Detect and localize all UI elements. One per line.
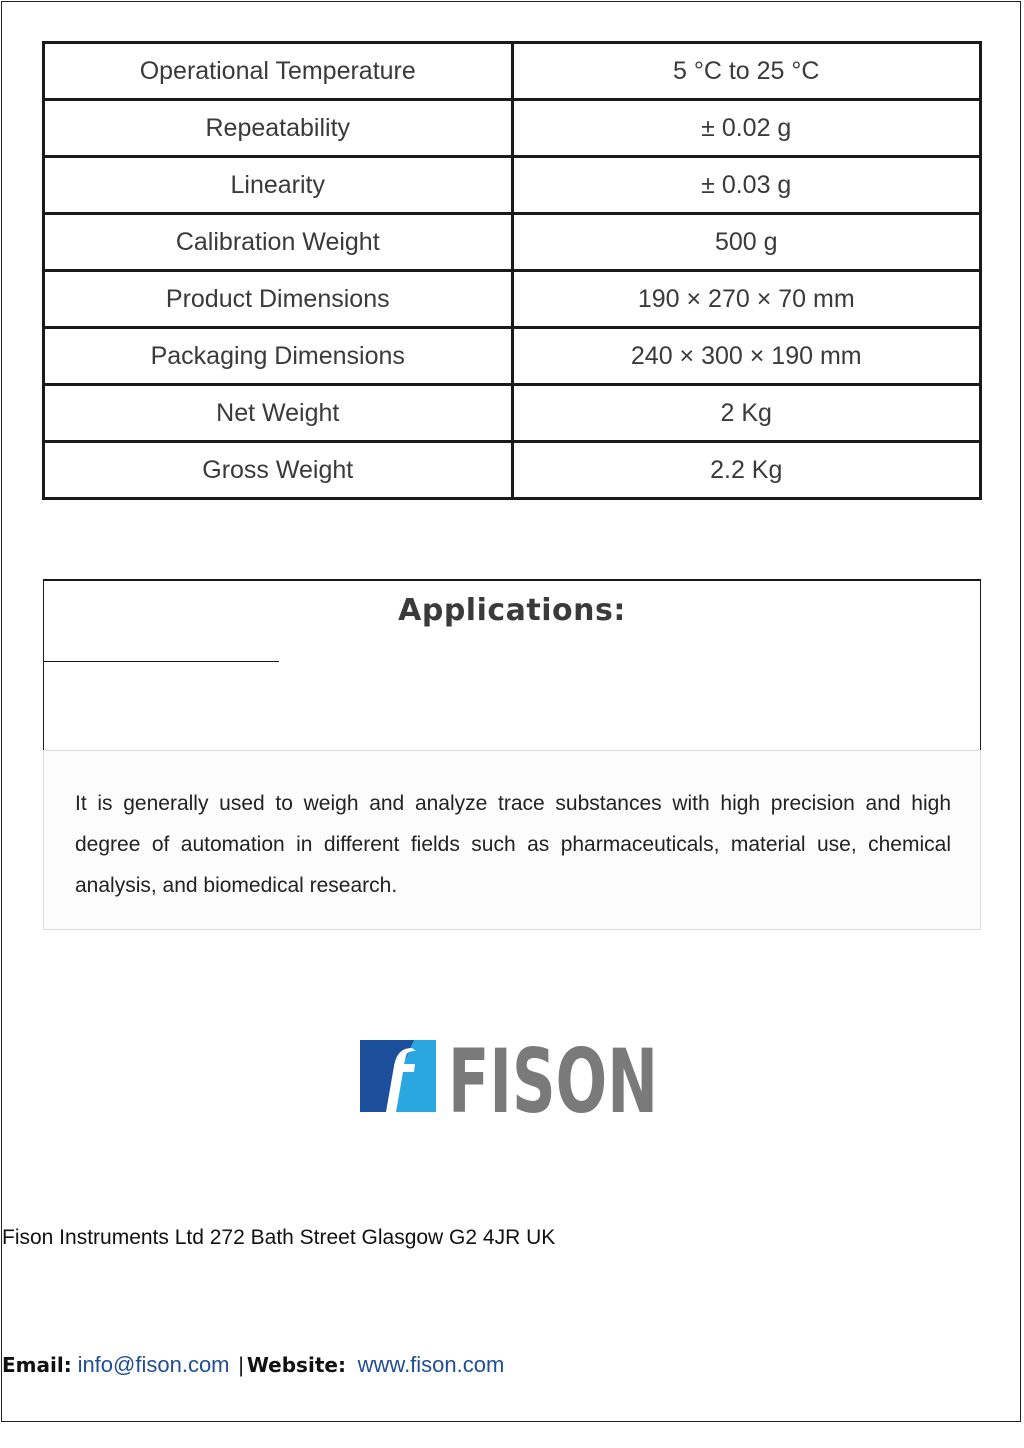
- table-row: [44, 385, 981, 442]
- table-row: [44, 442, 981, 499]
- spec-label: Net Weight: [44, 385, 513, 442]
- spec-value: 240 × 300 × 190 mm: [512, 328, 981, 385]
- spec-label: Linearity: [44, 157, 513, 214]
- fison-logo: [360, 1030, 660, 1133]
- spec-label: Packaging Dimensions: [44, 328, 513, 385]
- table-row: [44, 157, 981, 214]
- spec-label: Gross Weight: [44, 442, 513, 499]
- spec-value: ± 0.03 g: [512, 157, 981, 214]
- applications-section: [43, 579, 981, 750]
- contact-separator: |: [238, 1354, 244, 1377]
- spec-label: Product Dimensions: [44, 271, 513, 328]
- fison-logo-text: FISON: [448, 1030, 658, 1133]
- email-label: Email:: [2, 1353, 72, 1377]
- table-row: [44, 214, 981, 271]
- website-label: Website:: [246, 1353, 346, 1377]
- contact-line: [2, 1352, 504, 1378]
- email-link[interactable]: info@fison.com: [77, 1352, 230, 1377]
- company-address: Fison Instruments Ltd 272 Bath Street Glasgow G2 4JR UK: [2, 1226, 556, 1249]
- applications-description-box: [43, 750, 981, 930]
- table-row: [44, 43, 981, 100]
- fison-logo-mark: [360, 1040, 436, 1112]
- spec-value: 190 × 270 × 70 mm: [512, 271, 981, 328]
- table-row: [44, 328, 981, 385]
- spec-value: 500 g: [512, 214, 981, 271]
- applications-heading: Applications:: [398, 593, 626, 628]
- spec-label: Repeatability: [44, 100, 513, 157]
- spec-value: 2.2 Kg: [512, 442, 981, 499]
- applications-description: It is generally used to weigh and analyze trace substances with high precision and high degree of automation in different fields such as pharmaceuticals, material use, chemical analysis, and biomedical research.: [75, 792, 951, 897]
- website-link[interactable]: www.fison.com: [357, 1352, 505, 1377]
- table-row: [44, 100, 981, 157]
- spec-label: Operational Temperature: [44, 43, 513, 100]
- specifications-table: [42, 41, 982, 500]
- spec-value: ± 0.02 g: [512, 100, 981, 157]
- spec-value: 2 Kg: [512, 385, 981, 442]
- heading-rule: [44, 661, 279, 662]
- spec-label: Calibration Weight: [44, 214, 513, 271]
- table-row: [44, 271, 981, 328]
- spec-value: 5 °C to 25 °C: [512, 43, 981, 100]
